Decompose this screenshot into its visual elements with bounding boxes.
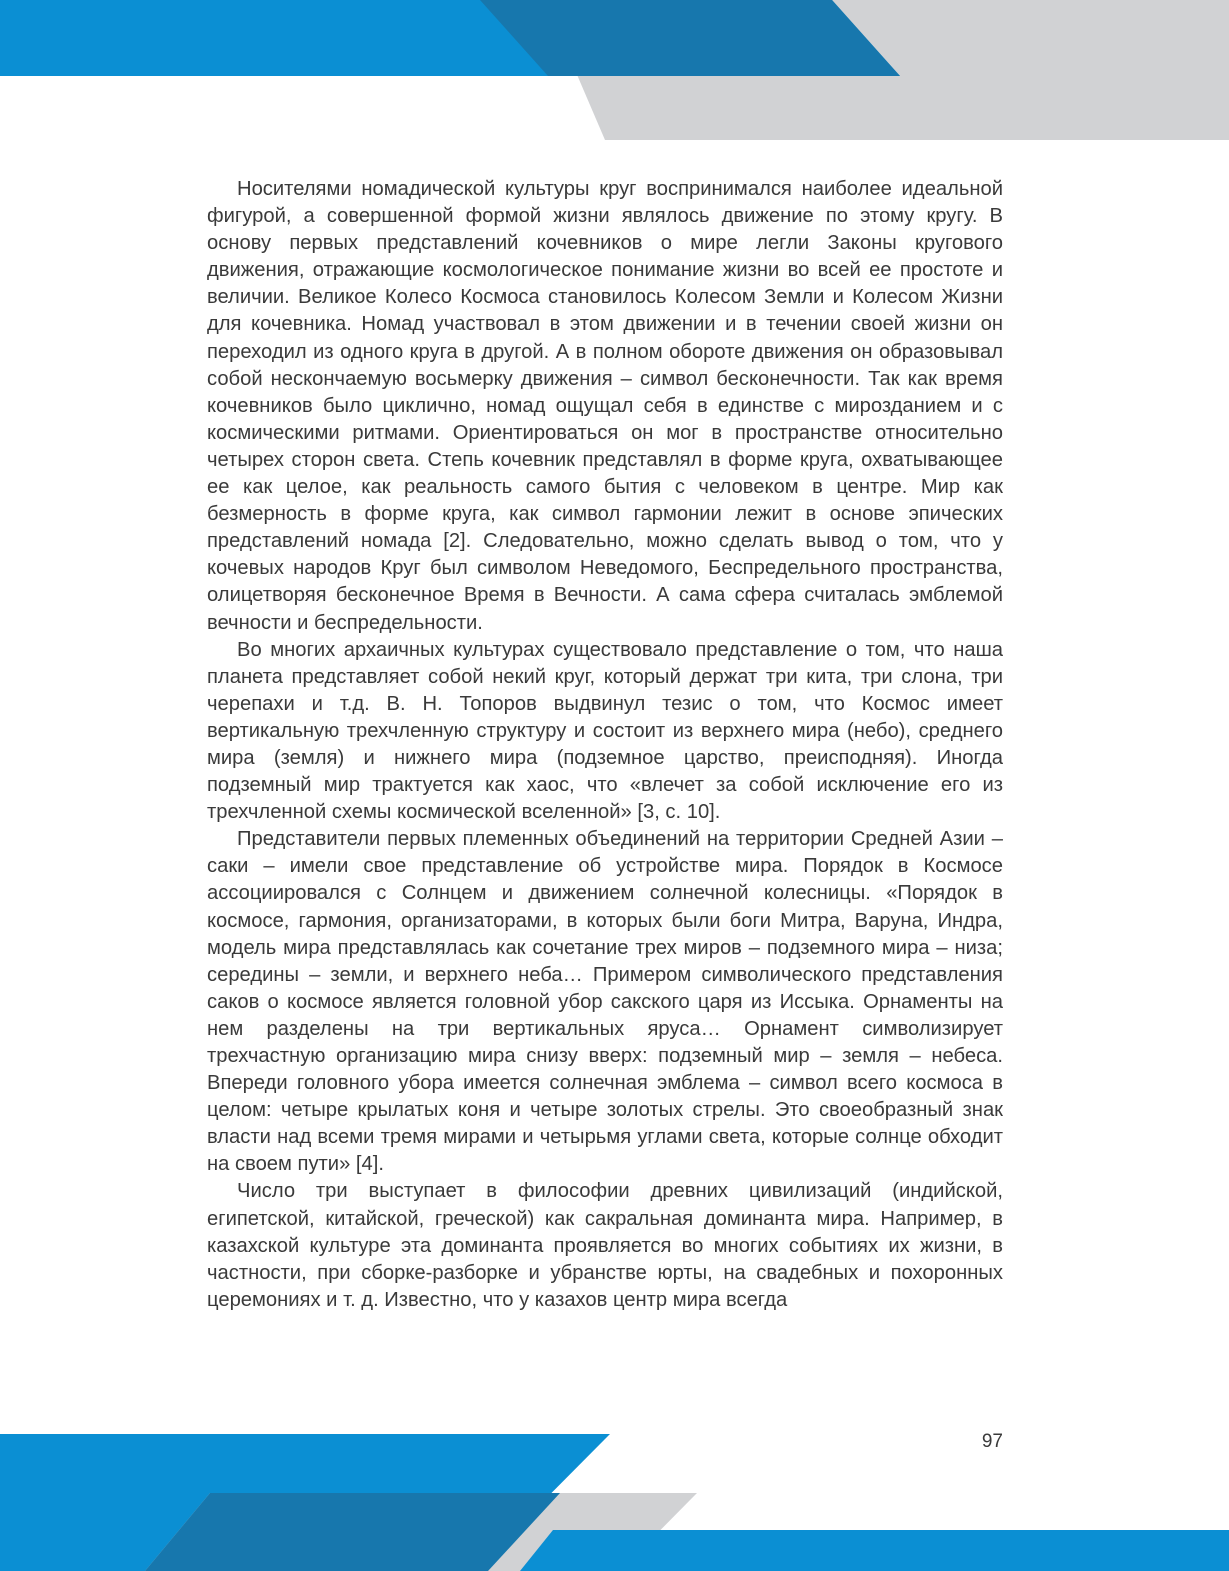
paragraph: Во многих архаичных культурах существовало представление о том, что наша планета представляет собой некий круг, который держат три кита, три слона, три черепахи и т.д. В. Н. Топоров выдвинул тезис о том, что Космос имеет вертикальную трехчленную структуру и состоит из верхнего мира (небо), среднего мира (земля) и нижнего мира (подземное царство, преисподняя). Иногда подземный мир трактуется как хаос, что «влечет за собой исключение его из трехчленной схемы космической вселенной» [3, с. 10]. <box>207 638 1003 824</box>
footer-dark-band <box>145 1493 560 1571</box>
footer-blue-band-left <box>0 1434 610 1571</box>
paragraph: Число три выступает в философии древних цивилизаций (индийской, египетской, китайской, греческой) как сакральная доминанта мира. Например, в казахской культуре эта доминанта проявляется во многих событиях их жизни, в частности, при сборке-разборке и убранстве юрты, на свадебных и похоронных церемониях и т. д. Известно, что у казахов центр мира всегда <box>207 1180 1003 1311</box>
header-gray-band <box>545 0 1229 140</box>
paragraph: Представители первых племенных объединений на территории Средней Азии – саки – имели свое представление об устройстве мира. Порядок в Космосе ассоциировался с Солнцем и движением солнечной колесницы. «Порядок в космосе, гармония, организаторами, в которых были боги Митра, Варуна, Индра, модель мира представлялась как сочетание трех миров – подземного мира – низа; середины – земли, и верхнего неба… Примером символического представления саков о космосе является головной убор сакского царя из Иссыка. Орнаменты на нем разделены на три вертикальных яруса… Орнамент символизирует трехчастную организацию мира снизу вверх: подземный мир – земля – небеса. Впереди головного убора имеется солнечная эмблема – символ всего космоса в целом: четыре крылатых коня и четыре золотых стрелы. Это своеобразный знак власти над всеми тремя мирами и четырьмя углами света, которые солнце обходит на своем пути» [4]. <box>207 828 1003 1176</box>
paragraph: Носителями номадической культуры круг воспринимался наиболее идеальной фигурой, а совершенной формой жизни являлось движение по этому кругу. В основу первых представлений кочевников о мире легли Законы кругового движения, отражающие космологическое понимание жизни во всей ее простоте и величии. Великое Колесо Космоса становилось Колесом Земли и Колесом Жизни для кочевника. Номад участвовал в этом движении и в течении своей жизни он переходил из одного круга в другой. А в полном обороте движения он образовывал собой нескончаемую восьмерку движения – символ бесконечности. Так как время кочевников было циклично, номад ощущал себя в единстве с мирозданием и с космическими ритмами. Ориентироваться он мог в пространстве относительно четырех сторон света. Степь кочевник представлял в форме круга, охватывающее ее как целое, как реальность самого бытия с человеком в центре. Мир как безмерность в форме круга, как символ гармонии лежит в основе эпических представлений номада [2]. Следовательно, можно сделать вывод о том, что у кочевых народов Круг был символом Неведомого, Беспредельного пространства, олицетворяя бесконечное Время в Вечности. А сама сфера считалась эмблемой вечности и беспредельности. <box>207 178 1003 634</box>
header-blue-band-dark <box>480 0 900 76</box>
body-text <box>207 176 1003 1314</box>
header-blue-band-light <box>0 0 900 76</box>
footer-gray-band <box>145 1493 697 1571</box>
page-number: 97 <box>981 1431 1003 1452</box>
footer-blue-band-right <box>520 1530 1229 1571</box>
